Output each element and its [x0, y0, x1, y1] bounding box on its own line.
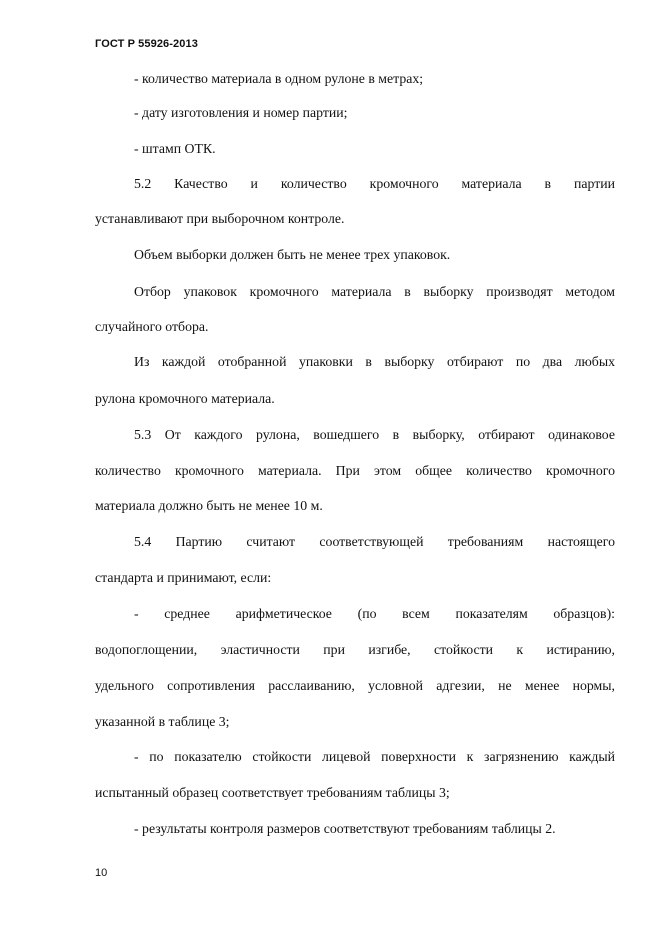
text-line: 5.3 От каждого рулона, вошедшего в выборку, отбирают одинаковое [134, 427, 615, 442]
text-line: испытанный образец соответствует требованиям таблицы 3; [95, 785, 450, 800]
document-header: ГОСТ Р 55926-2013 [95, 38, 198, 50]
text-line: - количество материала в одном рулоне в метрах; [134, 71, 424, 86]
text-line: рулона кромочного материала. [95, 391, 275, 406]
text-line: Отбор упаковок кромочного материала в выборку производят методом [134, 284, 615, 299]
text-line: удельного сопротивления расслаиванию, условной адгезии, не менее нормы, [95, 678, 615, 693]
text-line: - дату изготовления и номер партии; [134, 105, 348, 120]
text-line: 5.2 Качество и количество кромочного материала в партии [134, 176, 615, 191]
text-line: 5.4 Партию считают соответствующей требованиям настоящего [134, 534, 615, 549]
page-number: 10 [95, 867, 108, 879]
text-line: случайного отбора. [95, 319, 209, 334]
text-line: количество кромочного материала. При этом общее количество кромочного [95, 463, 615, 478]
text-line: Объем выборки должен быть не менее трех упаковок. [134, 247, 451, 262]
text-line: водопоглощении, эластичности при изгибе, стойкости к истиранию, [95, 642, 615, 657]
text-line: указанной в таблице 3; [95, 714, 230, 729]
text-line: - по показателю стойкости лицевой поверхности к загрязнению каждый [134, 749, 615, 764]
text-line: устанавливают при выборочном контроле. [95, 211, 345, 226]
text-line: - результаты контроля размеров соответствуют требованиям таблицы 2. [134, 821, 556, 836]
text-line: - штамп ОТК. [134, 141, 216, 156]
text-line: - среднее арифметическое (по всем показателям образцов): [134, 606, 615, 621]
text-line: Из каждой отобранной упаковки в выборку отбирают по два любых [134, 354, 615, 369]
text-line: стандарта и принимают, если: [95, 570, 272, 585]
text-line: материала должно быть не менее 10 м. [95, 498, 323, 513]
